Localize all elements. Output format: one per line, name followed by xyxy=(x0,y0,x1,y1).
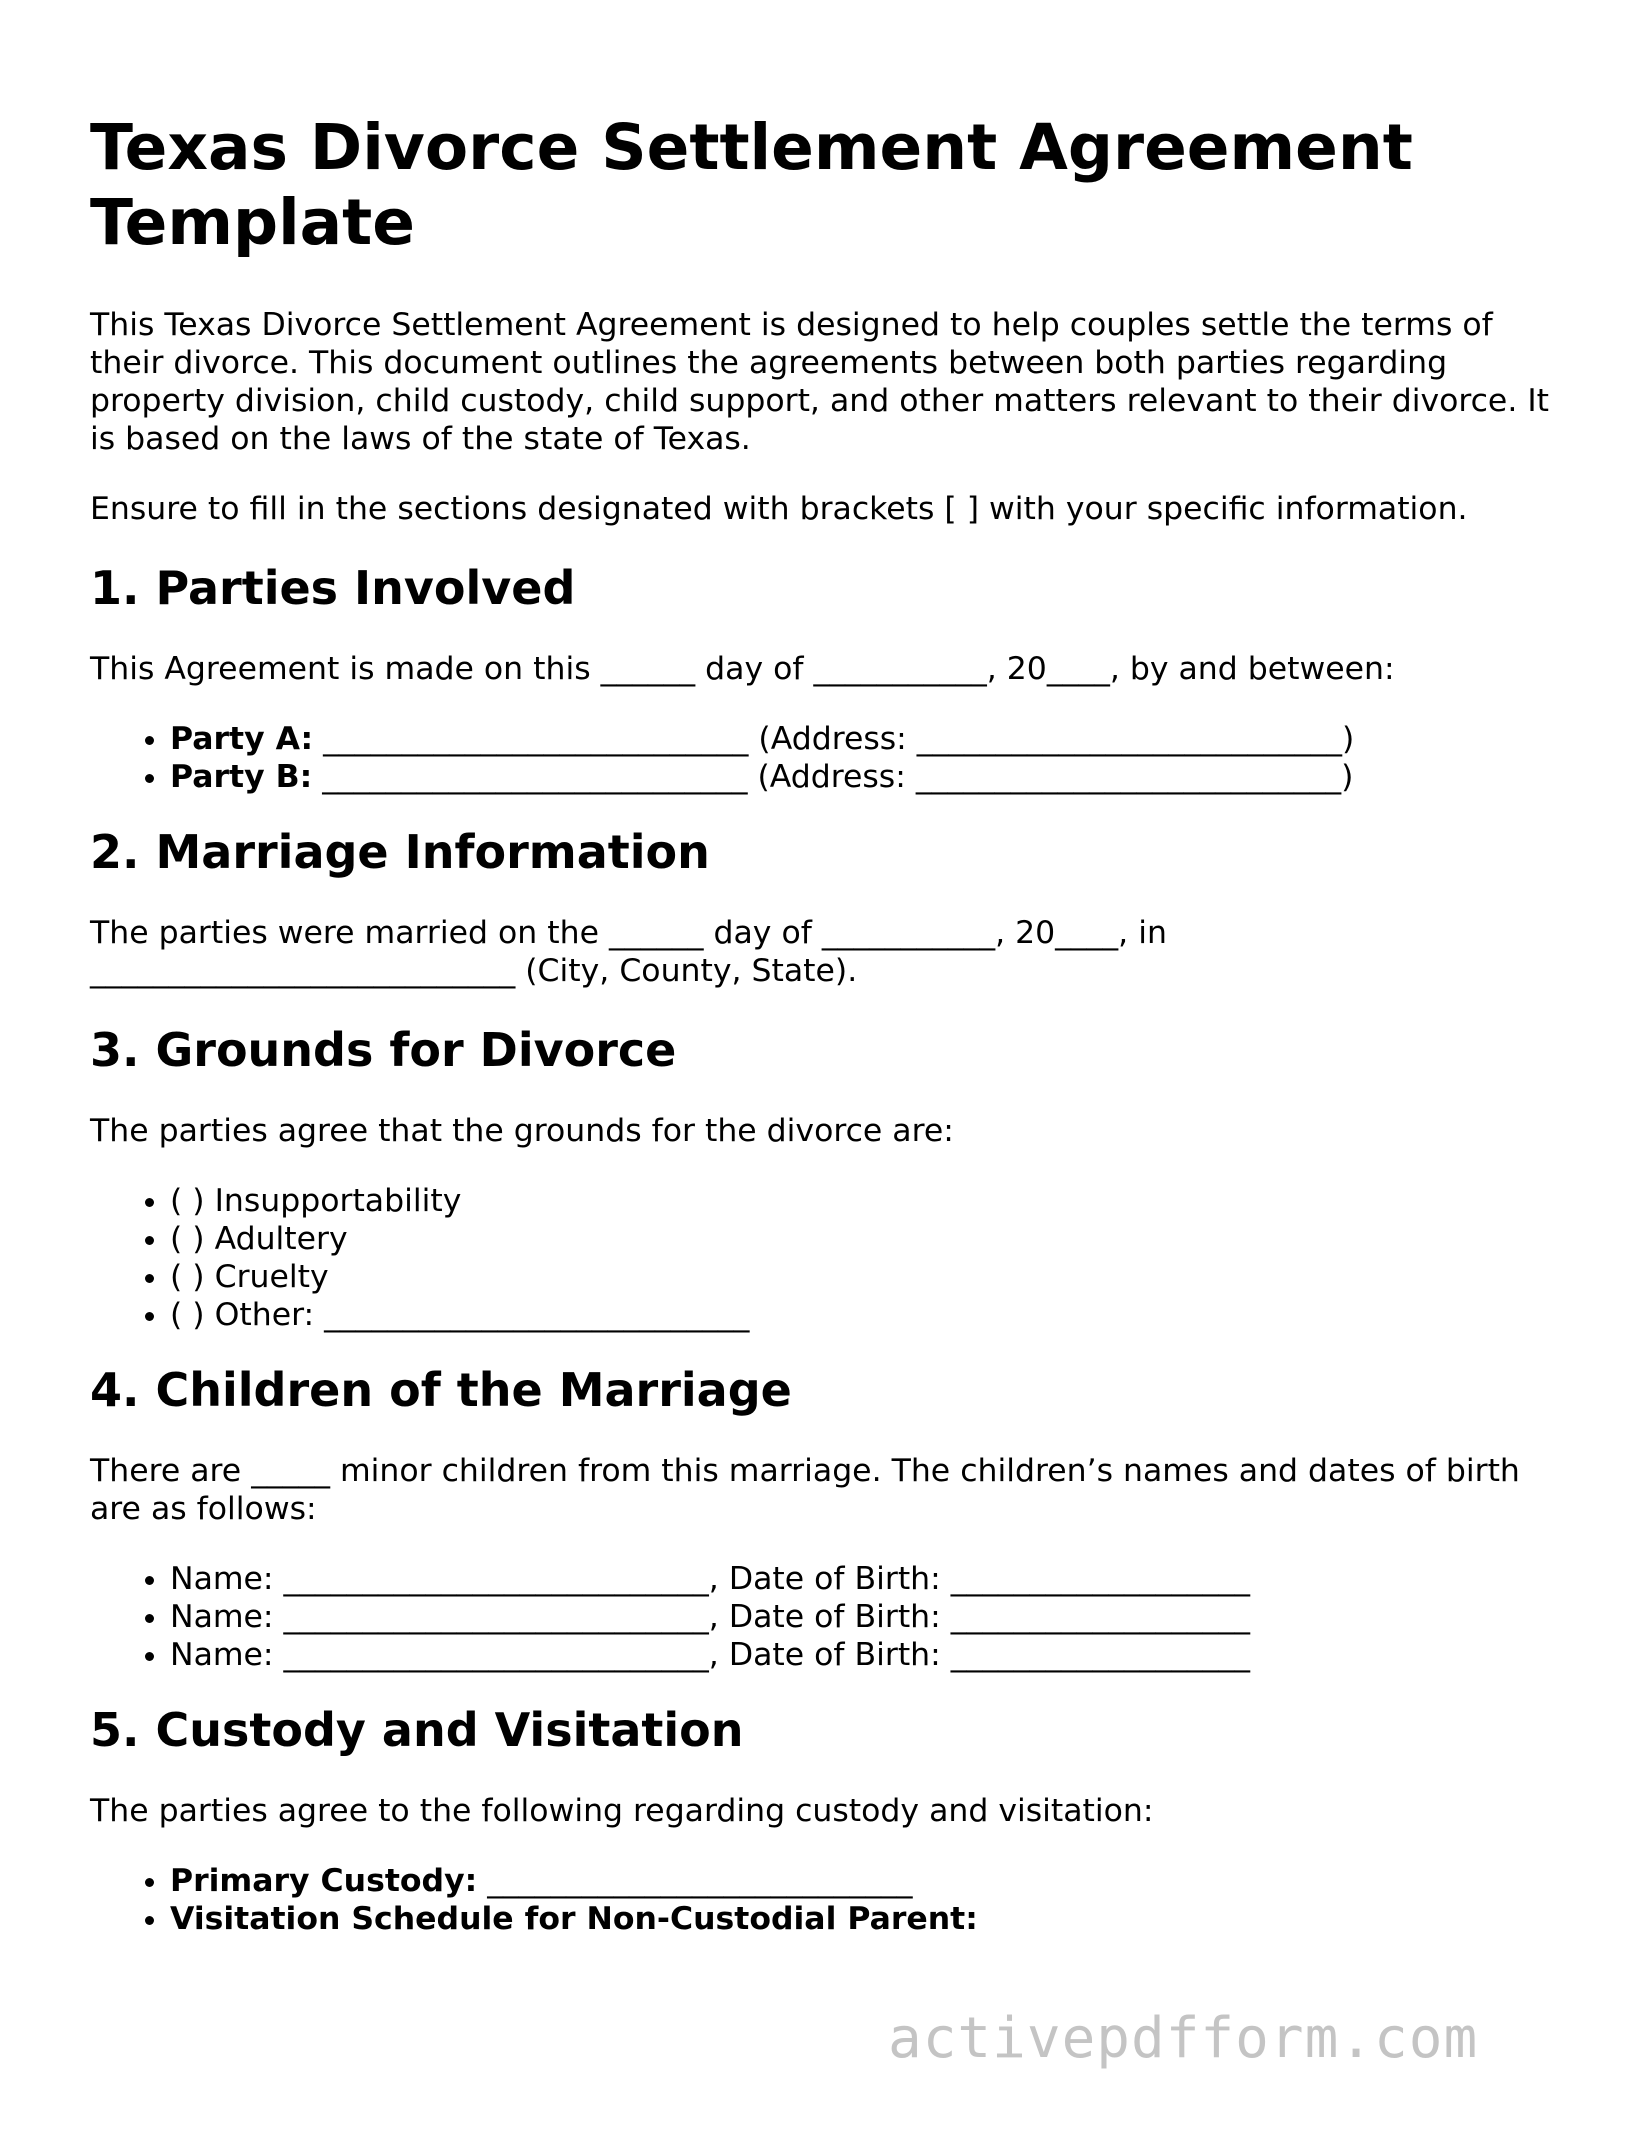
page-title: Texas Divorce Settlement Agreement Template xyxy=(90,111,1413,259)
grounds-list xyxy=(90,1182,1570,1334)
primary-custody-field: ___________________________ xyxy=(477,1863,913,1899)
party-a-fields: ___________________________ (Address: ___________________________) xyxy=(313,721,1355,757)
list-item xyxy=(170,1900,1570,1938)
document-page xyxy=(90,110,1570,1966)
custody-list xyxy=(90,1862,1570,1938)
children-list xyxy=(90,1560,1570,1674)
parties-text: This Agreement is made on this ______ day of ___________, 20____, by and between: xyxy=(90,651,1395,687)
instruction-paragraph: Ensure to fill in the sections designated with brackets [ ] with your specific information. xyxy=(90,491,1468,527)
intro-paragraph: This Texas Divorce Settlement Agreement is designed to help couples settle the terms of their divorce. This document outlines the agreements between both parties regarding property division, child custody, child support, and other matters relevant to their divorce. It is based on the laws of the state of Texas. xyxy=(90,307,1549,457)
list-item xyxy=(170,758,1570,796)
list-item: • Name: ___________________________, Date of Birth: ___________________ xyxy=(170,1598,1570,1636)
list-item: • ( ) Other: ___________________________ xyxy=(170,1296,1570,1334)
section-heading-children: 4. Children of the Marriage xyxy=(90,1363,792,1417)
children-text: There are _____ minor children from this marriage. The children’s names and dates of birth are as follows: xyxy=(90,1453,1520,1527)
list-item: • Name: ___________________________, Date of Birth: ___________________ xyxy=(170,1560,1570,1598)
list-item: • ( ) Cruelty xyxy=(170,1258,1570,1296)
watermark: activepdfform.com xyxy=(888,2006,1479,2071)
list-item: • ( ) Adultery xyxy=(170,1220,1570,1258)
primary-custody-label: Primary Custody: xyxy=(170,1863,478,1899)
visitation-schedule-label: Visitation Schedule for Non-Custodial Parent: xyxy=(170,1901,978,1937)
party-b-label: Party B: xyxy=(170,759,313,795)
custody-text: The parties agree to the following regarding custody and visitation: xyxy=(90,1793,1154,1829)
list-item xyxy=(170,1862,1570,1900)
parties-list xyxy=(90,720,1570,796)
party-b-fields: ___________________________ (Address: ___________________________) xyxy=(312,759,1354,795)
marriage-text: The parties were married on the ______ day of ___________, 20____, in ___________________________ (City, County, State). xyxy=(90,915,1167,989)
list-item: • Name: ___________________________, Date of Birth: ___________________ xyxy=(170,1636,1570,1674)
section-heading-marriage: 2. Marriage Information xyxy=(90,825,710,879)
grounds-text: The parties agree that the grounds for the divorce are: xyxy=(90,1113,954,1149)
list-item: • ( ) Insupportability xyxy=(170,1182,1570,1220)
section-heading-grounds: 3. Grounds for Divorce xyxy=(90,1023,677,1077)
list-item xyxy=(170,720,1570,758)
section-heading-parties: 1. Parties Involved xyxy=(90,561,576,615)
section-heading-custody: 5. Custody and Visitation xyxy=(90,1703,744,1757)
party-a-label: Party A: xyxy=(170,721,314,757)
